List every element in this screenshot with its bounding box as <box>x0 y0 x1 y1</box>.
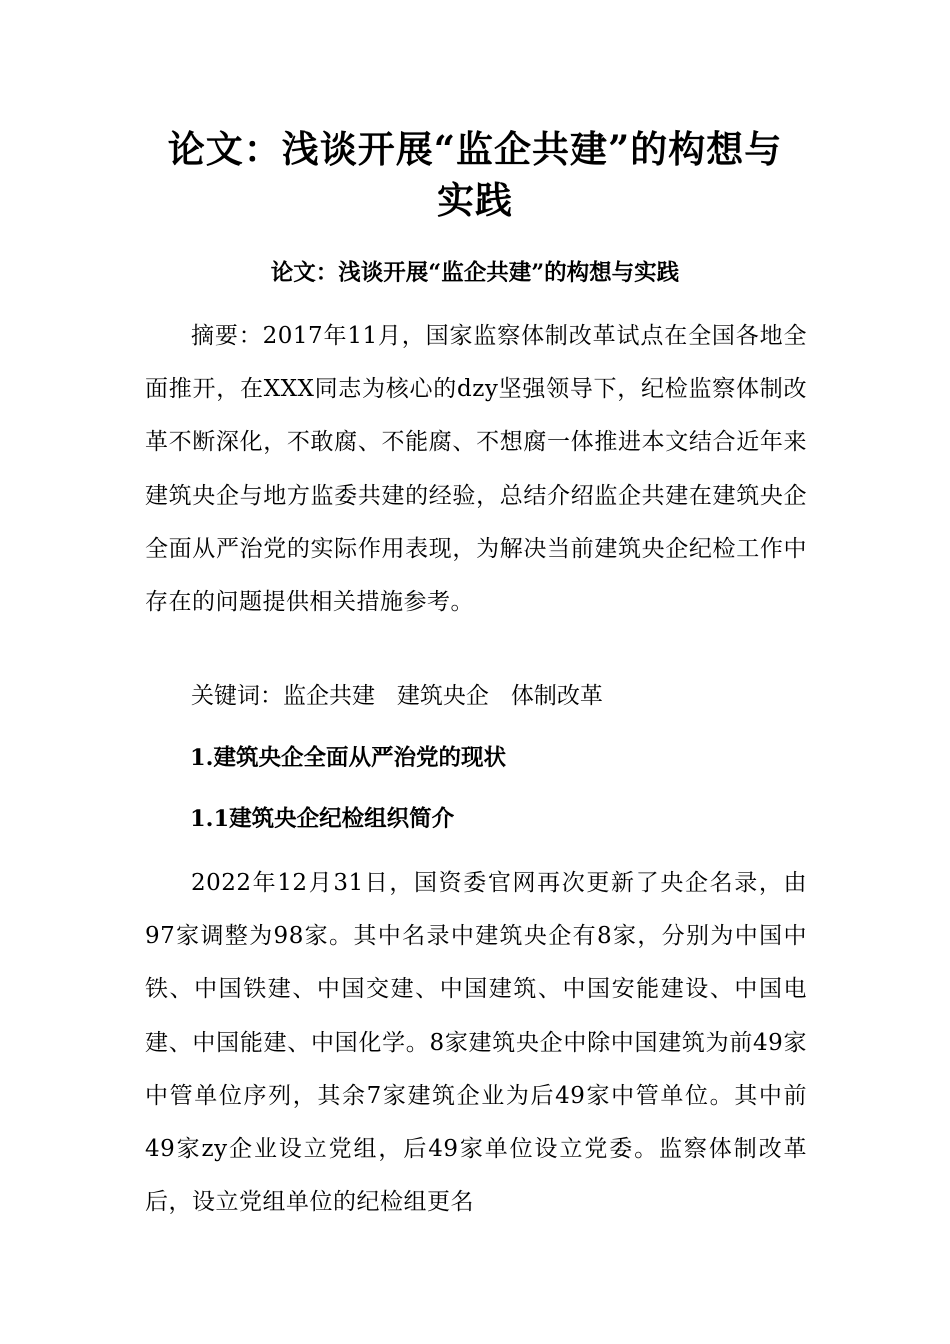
abstract-paragraph: 摘要：2017年11月，国家监察体制改革试点在全国各地全面推开，在XXX同志为核心的dzy坚强领导下，纪检监察体制改革不断深化，不敢腐、不能腐、不想腐一体推进本文结合近年来建筑央企与地方监委共建的经验，总结介绍监企共建在建筑央企全面从严治党的实际作用表现，为解决当前建筑央企纪检工作中存在的问题提供相关措施参考。 <box>145 323 807 616</box>
body-paragraph: 2022年12月31日，国资委官网再次更新了央企名录，由97家调整为98家。其中名录中建筑央企有8家，分别为中国中铁、中国铁建、中国交建、中国建筑、中国安能建设、中国电建、中国能建、中国化学。8家建筑央企中除中国建筑为前49家中管单位序列，其余7家建筑企业为后49家中管单位。其中前49家zy企业设立党组，后49家单位设立党委。监察体制改革后，设立党组单位的纪检组更名 <box>145 870 807 1216</box>
keywords-line: 关键词：监企共建 建筑央企 体制改革 <box>191 683 603 709</box>
document-subtitle: 论文：浅谈开展“监企共建”的构想与实践 <box>270 260 680 286</box>
section-heading-1: 1.建筑央企全面从严治党的现状 <box>190 745 506 771</box>
section-heading-1-1: 1.1建筑央企纪检组织简介 <box>190 806 455 832</box>
document-title: 论文：浅谈开展“监企共建”的构想与实践 <box>167 127 783 222</box>
